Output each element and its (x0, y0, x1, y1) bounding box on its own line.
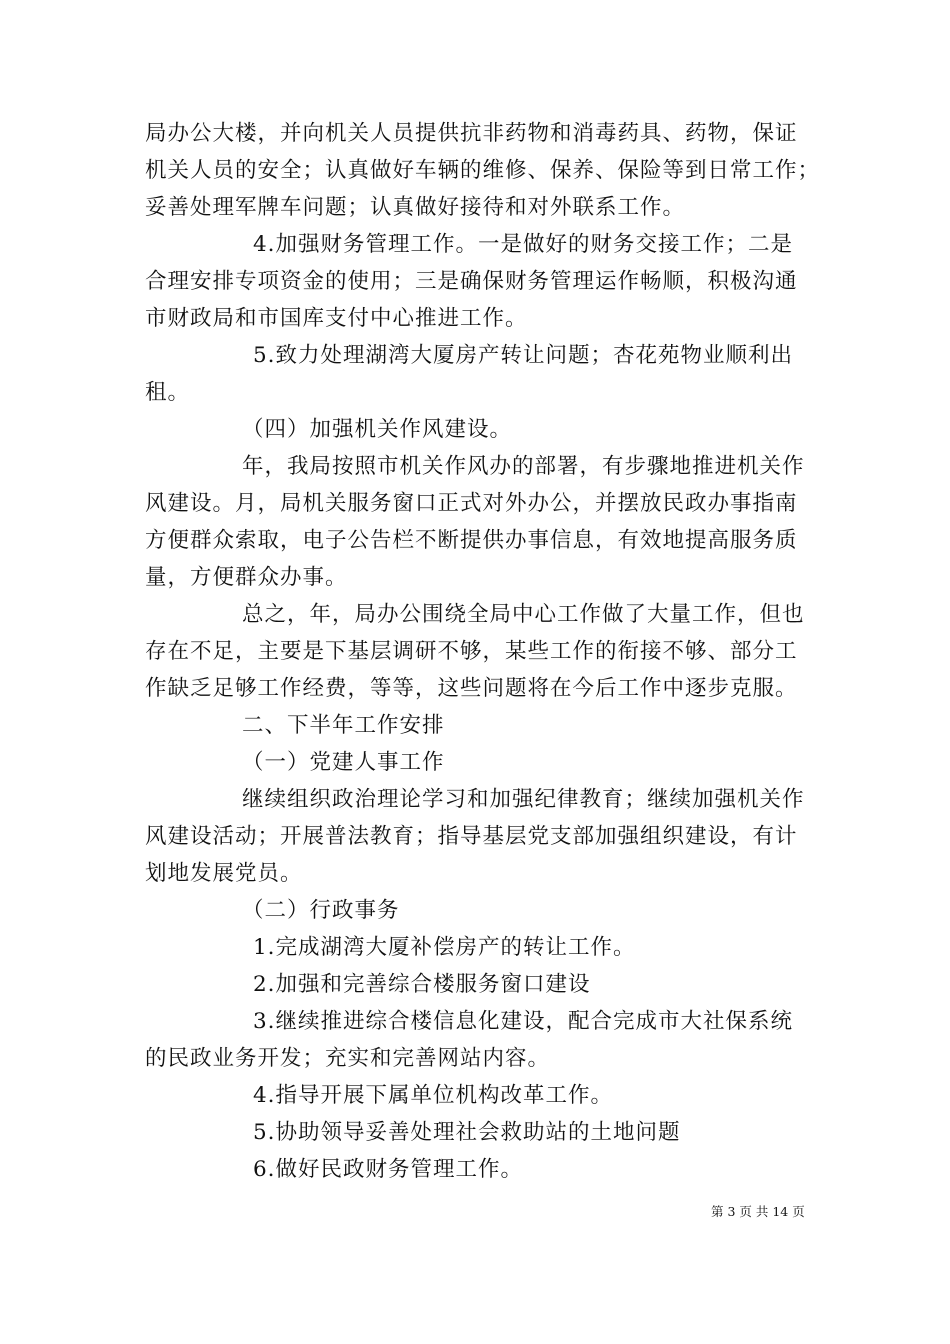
text-line: 风建设。月，局机关服务窗口正式对外办公，并摆放民政办事指南 (145, 491, 798, 516)
page-number: 第 3 页 共 14 页 (711, 1204, 805, 1219)
text-line: 年，我局按照市机关作风办的部署，有步骤地推进机关作 (242, 454, 805, 479)
text-line: 4.加强财务管理工作。一是做好的财务交接工作；二是 (253, 232, 794, 257)
list-item: 3.继续推进综合楼信息化建设，配合完成市大社保系统 (253, 1009, 794, 1034)
subsection-heading: （二）行政事务 (242, 898, 400, 923)
text-line: 量，方便群众办事。 (145, 565, 348, 590)
list-item: 5.协助领导妥善处理社会救助站的土地问题 (253, 1120, 681, 1145)
text-line: 合理安排专项资金的使用；三是确保财务管理运作畅顺，积极沟通 (145, 269, 798, 294)
text-line: 风建设活动；开展普法教育；指导基层党支部加强组织建设，有计 (145, 824, 798, 849)
list-item: 1.完成湖湾大厦补偿房产的转让工作。 (253, 935, 636, 960)
text-line: 总之，年，局办公围绕全局中心工作做了大量工作，但也 (242, 602, 805, 627)
text-line: 租。 (145, 380, 191, 405)
list-item: 6.做好民政财务管理工作。 (253, 1157, 524, 1182)
text-line: 继续组织政治理论学习和加强纪律教育；继续加强机关作 (242, 787, 805, 812)
text-line: 机关人员的安全；认真做好车辆的维修、保养、保险等到日常工作； (145, 158, 821, 183)
list-item: 4.指导开展下属单位机构改革工作。 (253, 1083, 614, 1108)
subsection-heading: （一）党建人事工作 (242, 750, 445, 775)
section-heading: 二、下半年工作安排 (242, 713, 445, 738)
text-line: 方便群众索取，电子公告栏不断提供办事信息，有效地提高服务质 (145, 528, 798, 553)
text-line: 划地发展党员。 (145, 861, 303, 886)
text-line: 市财政局和市国库支付中心推进工作。 (145, 306, 528, 331)
text-line: （四）加强机关作风建设。 (242, 417, 513, 442)
text-line: 妥善处理军牌车问题；认真做好接待和对外联系工作。 (145, 195, 686, 220)
text-line: 的民政业务开发；充实和完善网站内容。 (145, 1046, 551, 1071)
text-line: 局办公大楼，并向机关人员提供抗非药物和消毒药具、药物，保证 (145, 121, 798, 146)
text-line: 5.致力处理湖湾大厦房产转让问题；杏花苑物业顺利出 (253, 343, 794, 368)
text-line: 存在不足，主要是下基层调研不够，某些工作的衔接不够、部分工 (145, 639, 798, 664)
list-item: 2.加强和完善综合楼服务窗口建设 (253, 972, 591, 997)
text-line: 作缺乏足够工作经费，等等，这些问题将在今后工作中逐步克服。 (145, 676, 798, 701)
